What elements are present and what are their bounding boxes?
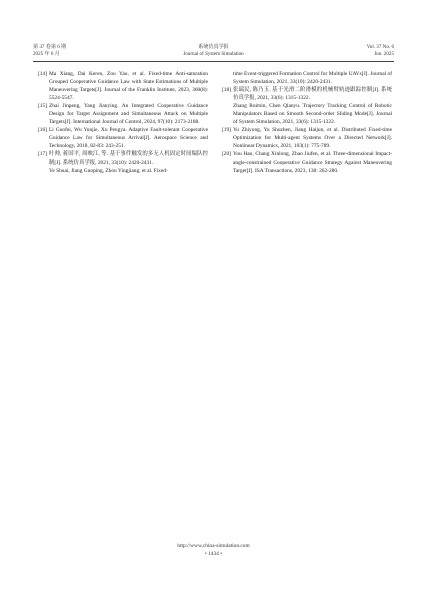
reference-text: Li Guofei, Wu Yunjie, Xu Pengya. Adaptive Fault-tolerant Cooperative Guidance Law for Simultaneous Arrival[J]. Aerospace Science and Technology, 2018, 82-83: 243-251. <box>49 127 208 150</box>
volume-issue-cn: 第 37 卷第 6 期 <box>33 44 67 50</box>
running-header <box>33 44 394 66</box>
page-number: • 1434 • <box>204 551 223 557</box>
reference-number: [14] <box>38 71 47 77</box>
reference-text: Ma Xiang, Dai Keren, Zou Yao, et al. Fixed-time Anti-saturation Grouped Cooperative Guidance Law with State Estimations of Multiple Maneuvering Targets[J]. Journal of the Franklin Institute, 2023, 360(8): 5524-5547. <box>49 71 208 102</box>
reference-item <box>38 102 208 126</box>
reference-number: [15] <box>38 103 47 110</box>
header-rule <box>33 61 394 62</box>
page-footer <box>0 542 427 558</box>
reference-item <box>222 150 392 174</box>
reference-number: [19] <box>222 127 231 134</box>
reference-text: 张瑞民, 陈乃玉. 基于光滑二阶滑模的机械臂轨迹跟踪控制[J]. 系统仿真学报, 2021, 33(6): 1315-1322. <box>233 87 392 102</box>
reference-text-translation: Zhang Ruimin, Chen Qianyu. Trajectory Tracking Control of Robotic Manipulators Based on Smooth Second-order Sliding Mode[J]. Journal of System Simulation, 2021, 33(6): 1315-1322. <box>233 103 392 126</box>
reference-text: 叶帅, 蒋国平, 周映江, 等. 基于事件触发的多无人机固定时间编队控制[J]. 系统仿真学报, 2021, 33(10): 2420-2431. <box>49 151 208 166</box>
reference-number: [16] <box>38 127 47 134</box>
references-left-column <box>38 70 208 175</box>
reference-text: Zhai Jinpeng, Yang Jianying. An Integrated Cooperative Guidance Design for Target Assignment and Simultaneous Attack on Multiple Targets[J]. International Journal of Control, 2024, 97(10): 2173-2188. <box>49 103 208 126</box>
references-right-column <box>222 70 392 175</box>
journal-url-link[interactable]: http://www.china-simulation.com <box>177 543 250 549</box>
header-right <box>367 44 394 58</box>
header-center <box>33 44 394 58</box>
reference-number: [20] <box>222 151 231 158</box>
reference-item <box>38 150 208 174</box>
reference-text-translation: Ye Shuai, Jiang Guoping, Zhou Yingjiang, et al. Fixed- <box>49 167 168 174</box>
reference-item-continued <box>222 70 392 86</box>
reference-text: You Hao, Chang Xinlong, Zhao Jiufen, et al. Three-dimensional Impact-angle-constrained Cooperative Guidance Strategy Against Maneuvering Target[J]. ISA Transactions, 2023, 138: 262-280. <box>233 151 392 174</box>
reference-text: time Event-triggered Formation Control for Multiple UAVs[J]. Journal of System Simulation, 2021, 33(10): 2420-2431. <box>233 71 392 86</box>
reference-item <box>222 126 392 150</box>
reference-item <box>222 86 392 126</box>
volume-issue-en: Vol. 37 No. 6 <box>366 44 394 50</box>
journal-title-en: Journal of System Simulation <box>183 51 244 57</box>
date-en: Jun. 2025 <box>374 51 394 57</box>
journal-title-cn: 系统仿真学报 <box>198 44 229 50</box>
reference-item <box>38 70 208 102</box>
reference-text: Yu Zhiyong, Yu Shuzhen, Jiang Haijun, et al. Distributed Fixed-time Optimization for Multi-agent Systems Over a Directed Network[J]. Nonlinear Dynamics, 2021, 103(1): 775-789. <box>233 127 392 150</box>
reference-number: [18] <box>222 87 231 94</box>
reference-item <box>38 126 208 150</box>
date-cn: 2025 年 6 月 <box>33 51 60 57</box>
reference-number: [17] <box>38 151 47 158</box>
